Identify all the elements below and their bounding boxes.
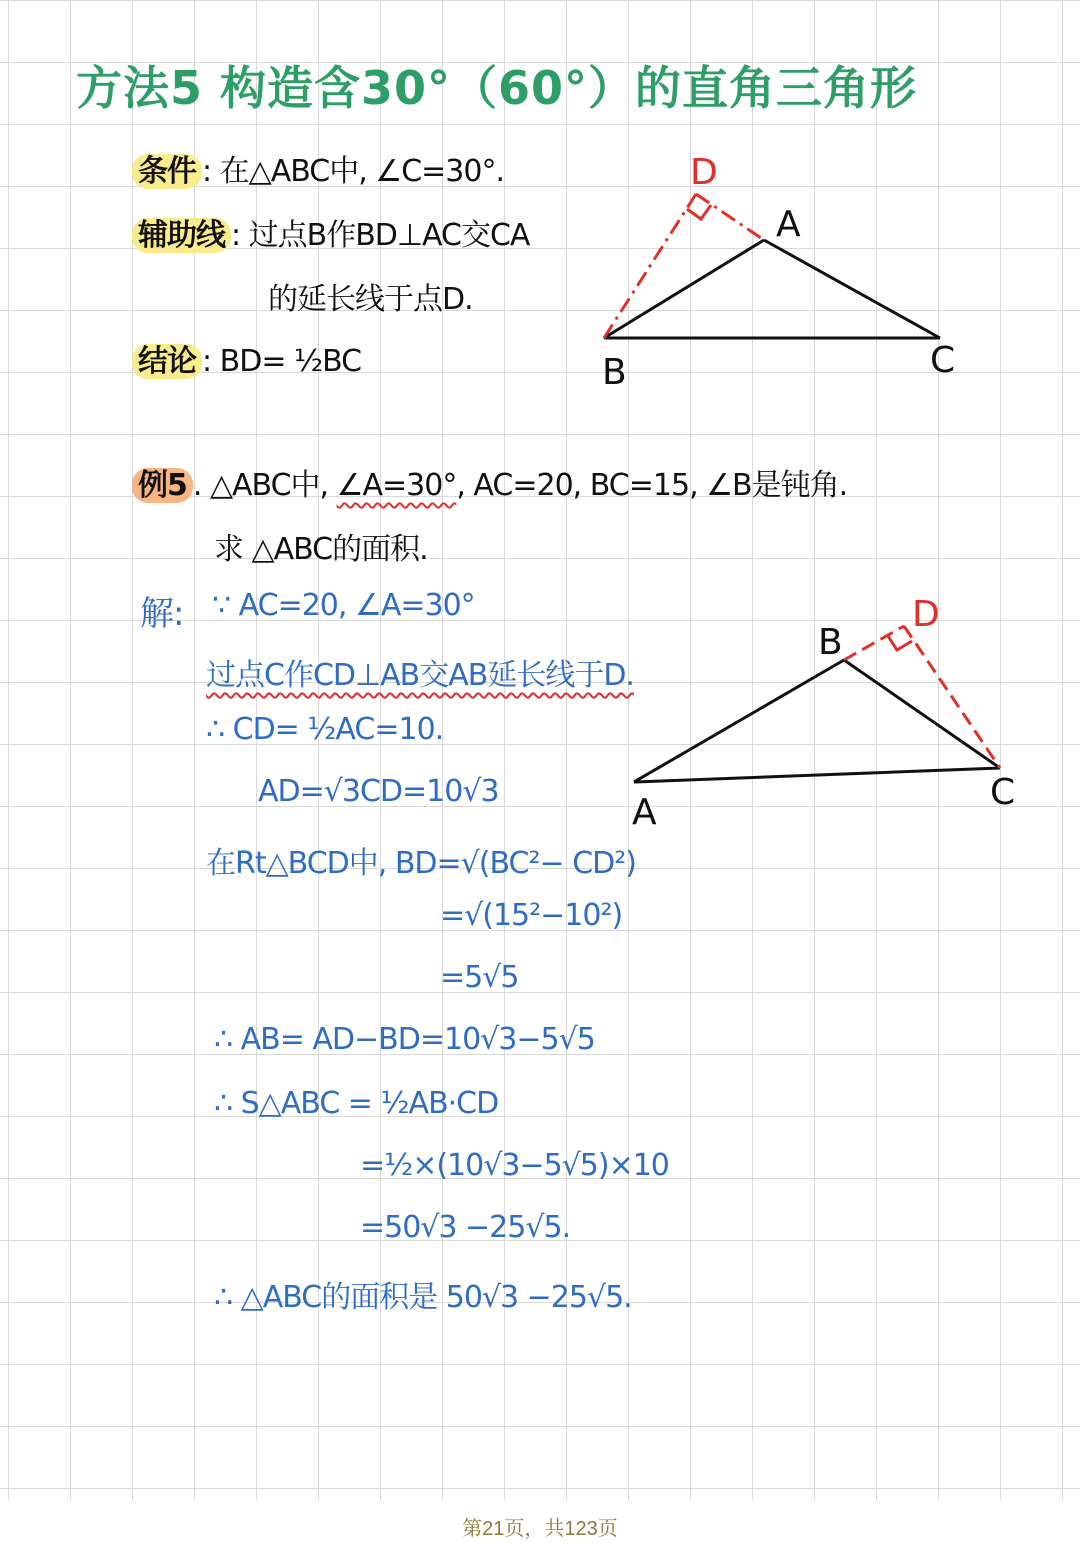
solution-line-2-text: 过点C作CD⊥AB交AB延长线于D. [206,658,634,693]
solution-line-12: ∴ △ABC的面积是 50√3 −25√5. [214,1280,632,1315]
conclusion-text: : BD= ½BC [202,344,362,379]
fig2-perpendicular-cd [904,626,1000,768]
fig1-label-d: D [690,152,718,193]
solution-line-4: AD=√3CD=10√3 [258,774,499,809]
aux-text-1: : 过点B作BD⊥AC交CA [231,218,530,253]
fig2-side-ac [634,768,1000,782]
fig2-side-ab [634,660,844,782]
fig1-label-a: A [776,204,801,245]
fig2-label-d: D [912,594,940,635]
solution-line-1: ∵ AC=20, ∠A=30° [212,588,475,623]
fig1-label-b: B [602,352,627,393]
solution-line-9: ∴ S△ABC = ½AB·CD [214,1086,499,1121]
fig2-label-a: A [632,792,657,833]
example-angle: ∠A=30° [336,468,457,503]
fig1-right-angle-mark [687,205,711,219]
solution-line-5: 在Rt△BCD中, BD=√(BC²− CD²) [206,846,636,881]
conclusion-label: 结论 [132,344,202,379]
example-text-a: . △ABC中, [192,468,337,503]
fig2-side-bc [844,660,1000,768]
page-number: 第21页，共123页 [462,1518,618,1540]
solution-line-10: =½×(10√3−5√5)×10 [360,1148,669,1183]
example-text-b: , AC=20, BC=15, ∠B是钝角. [456,468,848,503]
page-title: 方法5 构造含30°（60°）的直角三角形 [76,61,918,115]
example-question: 求 △ABC的面积. [214,532,428,567]
fig1-side-ac [764,240,940,338]
fig2-right-angle-mark [888,636,912,650]
example-label: 例5 [132,468,193,503]
solution-line-6: =√(15²−10²) [440,898,623,933]
condition-label: 条件 [132,154,202,189]
aux-label: 辅助线 [132,218,231,253]
solution-line-11: =50√3 −25√5. [360,1210,571,1245]
figure-1 [602,152,955,393]
solution-line-7: =5√5 [440,960,519,995]
fig1-extension-ad [696,194,764,240]
aux-text-2: 的延长线于点D. [268,282,473,317]
fig2-label-c: C [990,772,1016,813]
solution-line-8: ∴ AB= AD−BD=10√3−5√5 [214,1022,595,1057]
fig1-side-ab [604,240,764,338]
figure-2 [632,594,1015,833]
fig2-extension-bd [844,626,904,660]
solution-label: 解: [140,594,184,634]
fig2-label-b: B [818,622,843,663]
fig1-label-c: C [930,340,956,381]
solution-line-3: ∴ CD= ½AC=10. [206,712,444,747]
fig1-perpendicular-bd [604,194,696,338]
condition-text: : 在△ABC中, ∠C=30°. [202,154,504,189]
